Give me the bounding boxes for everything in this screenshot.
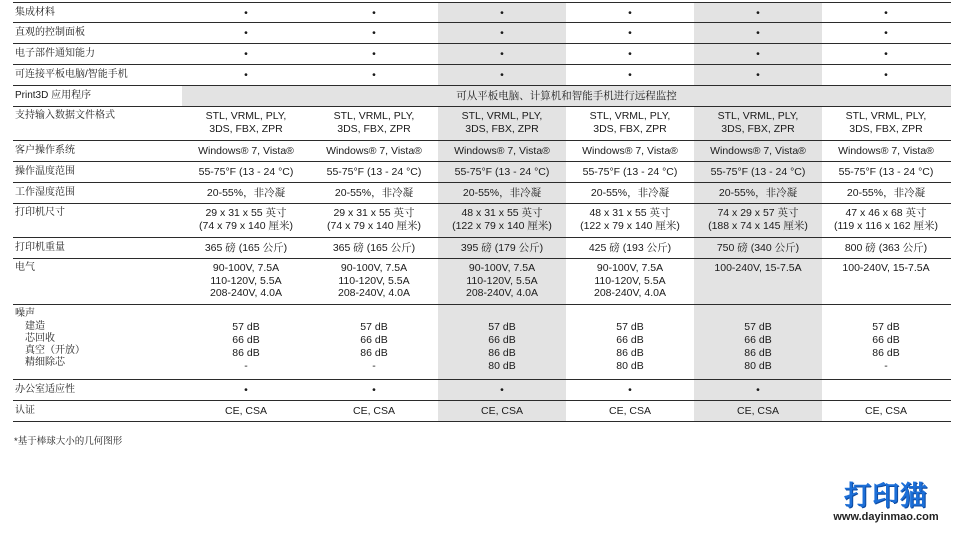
- table-cell: 55-75°F (13 - 24 °C): [438, 162, 566, 182]
- cell-line: -: [884, 360, 888, 372]
- row-sublabel: 芯回收: [25, 333, 55, 344]
- span-cell: 可从平板电脑、计算机和智能手机进行远程监控: [182, 86, 951, 106]
- row-label-text: 集成材料: [15, 7, 55, 18]
- row-label: [13, 401, 182, 421]
- row-label: [13, 162, 182, 182]
- row-label-text: 可连接平板电脑/智能手机: [15, 69, 128, 80]
- cell-line: 57 dB: [744, 321, 772, 333]
- table-cell: Windows® 7, Vista®: [838, 145, 934, 157]
- table-cell: •: [438, 44, 566, 64]
- table-row: [13, 44, 951, 65]
- table-cell: [566, 305, 694, 379]
- table-cell: 395 磅 (179 公斤): [438, 238, 566, 258]
- row-label-text: 支持输入数据文件格式: [15, 110, 115, 121]
- row-label-text: 直观的控制面板: [15, 27, 85, 38]
- table-cell: [310, 259, 438, 304]
- table-cell: [694, 259, 822, 304]
- row-label: [13, 23, 182, 43]
- cell-line: 57 dB: [488, 321, 516, 333]
- table-row: [13, 238, 951, 259]
- row-label: [13, 3, 182, 22]
- cell-line: 66 dB: [872, 334, 900, 346]
- cell-line: 3DS, FBX, ZPR: [209, 122, 283, 135]
- cell-line: 29 x 31 x 55 英寸: [333, 207, 415, 219]
- cell-line: 3DS, FBX, ZPR: [849, 122, 923, 135]
- watermark: [826, 481, 946, 523]
- table-cell: CE, CSA: [864, 405, 907, 417]
- row-label: [13, 183, 182, 203]
- row-label-text: 操作温度范围: [15, 166, 75, 177]
- cell-line: 86 dB: [744, 347, 772, 359]
- cell-line: 47 x 46 x 68 英寸: [845, 207, 927, 219]
- row-label-text: 认证: [15, 405, 35, 416]
- cell-line: (74 x 79 x 140 厘米): [199, 219, 293, 232]
- row-label: [13, 107, 182, 140]
- table-row: [13, 141, 951, 162]
- table-cell: [566, 107, 694, 140]
- row-label-text: 工作湿度范围: [15, 187, 75, 198]
- table-cell: •: [372, 69, 376, 81]
- cell-line: 66 dB: [232, 334, 260, 346]
- cell-line: 3DS, FBX, ZPR: [721, 122, 795, 135]
- cell-line: STL, VRML, PLY,: [589, 110, 671, 122]
- table-cell: [694, 204, 822, 237]
- row-label-text: 电气: [15, 262, 35, 273]
- table-cell: •: [244, 48, 248, 60]
- table-cell: 800 磅 (363 公斤): [844, 242, 928, 254]
- spec-table: [13, 2, 951, 422]
- cell-line: (74 x 79 x 140 厘米): [327, 219, 421, 232]
- cell-line: 80 dB: [744, 360, 772, 372]
- row-label: [13, 65, 182, 85]
- table-cell: •: [244, 7, 248, 19]
- table-row: [13, 401, 951, 422]
- table-cell: [438, 204, 566, 237]
- cell-line: 208-240V, 4.0A: [465, 287, 538, 299]
- table-cell: Windows® 7, Vista®: [582, 145, 678, 157]
- watermark-url: www.dayinmao.com: [833, 511, 939, 523]
- table-cell: 365 磅 (165 公斤): [332, 242, 416, 254]
- table-cell: •: [372, 27, 376, 39]
- table-cell: •: [694, 3, 822, 22]
- table-cell: •: [628, 27, 632, 39]
- cell-line: 80 dB: [616, 360, 644, 372]
- table-cell: •: [884, 69, 888, 81]
- table-cell: 20-55%，非冷凝: [438, 183, 566, 203]
- cell-line: STL, VRML, PLY,: [205, 110, 287, 122]
- cell-line: -: [372, 360, 376, 372]
- cell-line: 74 x 29 x 57 英寸: [717, 207, 799, 219]
- table-cell: 55-75°F (13 - 24 °C): [198, 166, 294, 178]
- table-cell: 20-55%，非冷凝: [206, 187, 286, 199]
- table-row: [13, 162, 951, 183]
- table-cell: •: [372, 384, 376, 396]
- cell-line: 110-120V, 5.5A: [210, 274, 282, 287]
- row-label-text: 电子部件通知能力: [15, 48, 95, 59]
- row-label: [13, 380, 182, 400]
- table-cell: 55-75°F (13 - 24 °C): [838, 166, 934, 178]
- table-cell: [182, 107, 310, 140]
- table-cell: •: [438, 3, 566, 22]
- row-sublabel: 建造: [25, 321, 45, 332]
- table-cell: [182, 259, 310, 304]
- row-sublabel: 真空（开放）: [25, 345, 85, 356]
- table-cell: 20-55%，非冷凝: [590, 187, 670, 199]
- table-cell: Windows® 7, Vista®: [198, 145, 294, 157]
- table-cell: •: [438, 65, 566, 85]
- table-row: [13, 65, 951, 86]
- row-label-text: 噪声: [15, 308, 35, 319]
- table-row: [13, 183, 951, 204]
- table-cell: 55-75°F (13 - 24 °C): [582, 166, 678, 178]
- row-label-text: 客户操作系统: [15, 145, 75, 156]
- row-label-text: 打印机尺寸: [15, 207, 65, 218]
- cell-line: 80 dB: [488, 360, 516, 372]
- table-cell: •: [244, 27, 248, 39]
- table-cell: 20-55%，非冷凝: [694, 183, 822, 203]
- cell-line: 57 dB: [616, 321, 644, 333]
- table-cell: •: [694, 44, 822, 64]
- cell-line: 86 dB: [488, 347, 516, 359]
- table-cell: [310, 204, 438, 237]
- row-sublabel: 精细除芯: [25, 357, 65, 368]
- table-cell: CE, CSA: [694, 401, 822, 421]
- table-cell: [438, 259, 566, 304]
- table-cell: [694, 107, 822, 140]
- row-label: [13, 238, 182, 258]
- table-cell: [182, 204, 310, 237]
- table-cell: [310, 305, 438, 379]
- cell-line: 66 dB: [616, 334, 644, 346]
- table-cell: •: [884, 7, 888, 19]
- table-cell: [822, 204, 950, 237]
- row-label: [13, 204, 182, 237]
- cell-line: 100-240V, 15-7.5A: [842, 262, 930, 274]
- table-cell: •: [694, 380, 822, 400]
- table-cell: Windows® 7, Vista®: [326, 145, 422, 157]
- table-cell: •: [884, 27, 888, 39]
- table-cell: 20-55%，非冷凝: [334, 187, 414, 199]
- cell-line: 110-120V, 5.5A: [594, 274, 666, 287]
- cell-line: STL, VRML, PLY,: [717, 110, 799, 122]
- cell-line: (122 x 79 x 140 厘米): [580, 219, 680, 232]
- cell-line: (119 x 116 x 162 厘米): [833, 219, 939, 232]
- table-cell: [822, 259, 950, 304]
- cell-line: 66 dB: [744, 334, 772, 346]
- cell-line: 3DS, FBX, ZPR: [593, 122, 667, 135]
- cell-line: (188 x 74 x 145 厘米): [708, 219, 808, 232]
- table-row: [13, 305, 951, 380]
- table-cell: 20-55%，非冷凝: [846, 187, 926, 199]
- table-cell: [310, 107, 438, 140]
- table-cell: •: [438, 23, 566, 43]
- table-cell: [822, 107, 950, 140]
- cell-line: 110-120V, 5.5A: [338, 274, 410, 287]
- table-cell: •: [372, 48, 376, 60]
- table-row: [13, 204, 951, 238]
- row-label: [13, 44, 182, 64]
- cell-line: 90-100V, 7.5A: [468, 262, 536, 274]
- table-cell: •: [628, 384, 632, 396]
- cell-line: 208-240V, 4.0A: [337, 287, 410, 299]
- table-cell: 750 磅 (340 公斤): [694, 238, 822, 258]
- table-cell: •: [244, 384, 248, 396]
- table-row: [13, 380, 951, 401]
- table-cell: •: [628, 7, 632, 19]
- cell-line: 57 dB: [872, 321, 900, 333]
- row-label: [13, 259, 182, 304]
- table-cell: •: [372, 7, 376, 19]
- cell-line: 90-100V, 7.5A: [340, 262, 408, 274]
- table-cell: [182, 305, 310, 379]
- table-row: [13, 107, 951, 141]
- cell-line: STL, VRML, PLY,: [333, 110, 415, 122]
- cell-line: 57 dB: [360, 321, 388, 333]
- cell-line: 86 dB: [616, 347, 644, 359]
- cell-line: 66 dB: [488, 334, 516, 346]
- table-cell: [566, 204, 694, 237]
- table-cell: CE, CSA: [438, 401, 566, 421]
- table-cell: CE, CSA: [224, 405, 267, 417]
- cell-line: 48 x 31 x 55 英寸: [461, 207, 543, 219]
- cell-line: 90-100V, 7.5A: [596, 262, 664, 274]
- table-cell: [438, 107, 566, 140]
- table-cell: •: [628, 69, 632, 81]
- table-cell: Windows® 7, Vista®: [438, 141, 566, 161]
- cell-line: 208-240V, 4.0A: [209, 287, 282, 299]
- table-cell: •: [694, 65, 822, 85]
- row-label: [13, 305, 182, 379]
- cell-line: 86 dB: [232, 347, 260, 359]
- table-cell: •: [628, 48, 632, 60]
- cell-line: 86 dB: [360, 347, 388, 359]
- table-cell: Windows® 7, Vista®: [694, 141, 822, 161]
- cell-line: -: [244, 360, 248, 372]
- row-label-text: Print3D 应用程序: [15, 90, 92, 101]
- row-label: [13, 141, 182, 161]
- cell-line: 57 dB: [232, 321, 260, 333]
- cell-line: STL, VRML, PLY,: [845, 110, 927, 122]
- table-cell: •: [244, 69, 248, 81]
- cell-line: 3DS, FBX, ZPR: [337, 122, 411, 135]
- cell-line: 90-100V, 7.5A: [212, 262, 280, 274]
- cell-line: 100-240V, 15-7.5A: [714, 262, 802, 274]
- table-cell: CE, CSA: [608, 405, 651, 417]
- table-cell: [822, 305, 950, 379]
- cell-line: 66 dB: [360, 334, 388, 346]
- table-cell: 365 磅 (165 公斤): [204, 242, 288, 254]
- cell-line: 48 x 31 x 55 英寸: [589, 207, 671, 219]
- table-cell: 55-75°F (13 - 24 °C): [326, 166, 422, 178]
- table-cell: [566, 259, 694, 304]
- table-cell: [438, 305, 566, 379]
- watermark-logo: 打印猫: [844, 481, 928, 511]
- table-cell: •: [694, 23, 822, 43]
- table-row: [13, 86, 951, 107]
- row-label-text: 打印机重量: [15, 242, 65, 253]
- cell-line: (122 x 79 x 140 厘米): [452, 219, 552, 232]
- cell-line: 208-240V, 4.0A: [593, 287, 666, 299]
- cell-line: 3DS, FBX, ZPR: [465, 122, 539, 135]
- cell-line: STL, VRML, PLY,: [461, 110, 543, 122]
- row-label: [13, 86, 182, 106]
- table-row: [13, 2, 951, 23]
- table-row: [13, 259, 951, 305]
- table-cell: •: [884, 48, 888, 60]
- table-cell: CE, CSA: [352, 405, 395, 417]
- cell-line: 29 x 31 x 55 英寸: [205, 207, 287, 219]
- table-cell: [694, 305, 822, 379]
- row-label-text: 办公室适应性: [15, 384, 75, 395]
- table-cell: 55-75°F (13 - 24 °C): [694, 162, 822, 182]
- table-cell: •: [438, 380, 566, 400]
- table-cell: 425 磅 (193 公斤): [588, 242, 672, 254]
- table-cell: [822, 380, 950, 400]
- table-row: [13, 23, 951, 44]
- cell-line: 110-120V, 5.5A: [466, 274, 538, 287]
- cell-line: 86 dB: [872, 347, 900, 359]
- footnote: *基于棒球大小的几何图形: [14, 436, 123, 447]
